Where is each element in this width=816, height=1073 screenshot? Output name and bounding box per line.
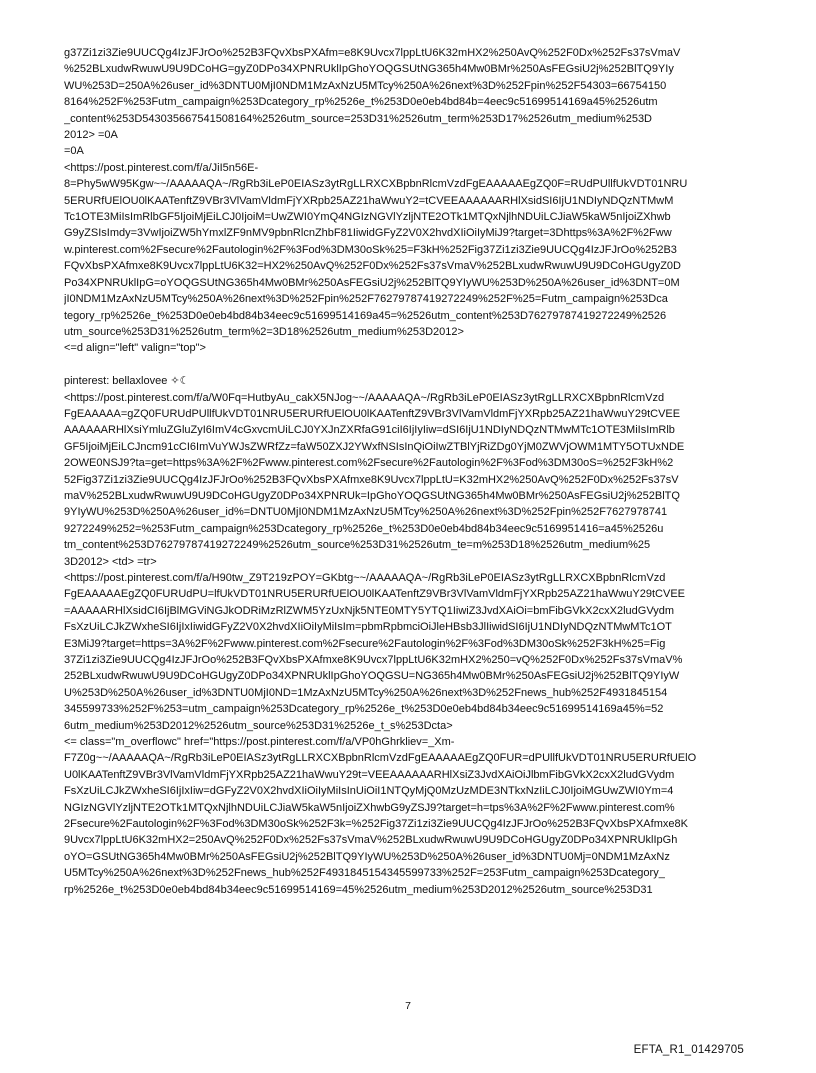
text-line: Po34XPNRUklIpG=oYOQGSUtNG365h4Mw0BMr%250AsFEGsiU2j%252BlTQ9YIyWU%253D%250A%26user_id%3DNT=0M — [64, 276, 680, 289]
text-line: G9yZSIsImdy=3VwIjoiZW5hYmxlZF9nMV9pbnRlcnZhbF81IiwidGFyZ2V0X2hvdXIiOiIyMiJ9?target=3Dhttps%3A%2F%2Fww — [64, 227, 672, 240]
text-line: 252BLxudwRwuwU9U9DCoHGUgyZ0DPo34XPNRUklIpGhoYOQGSU=NG365h4Mw0BMr%250AsFEGsiU2j%252BlTQ9YIyW — [64, 670, 680, 683]
text-line: 52Fig37Zi1zi3Zie9UUCQg4IzJFJrOo%252B3FQvXbsPXAfmxe8K9Uvcx7lppLtU=K32mHX2%250AvQ%252F0Dx%252Fs37sV — [64, 473, 679, 486]
text-line: _content%253D543035667541508164%2526utm_source=253D31%2526utm_term%253D17%2526utm_medium%253D — [64, 112, 653, 125]
text-line: FQvXbsPXAfmxe8K9Uvcx7lppLtU6K32=HX2%250AvQ%252F0Dx%252Fs37sVmaV%252BLxudwRwuwU9U9DCoHGUgyZ0D — [64, 260, 681, 273]
text-line: 2012> =0A — [64, 129, 118, 142]
text-line: tegory_rp%2526e_t%253D0e0eb4bd84b34eec9c51699514169a45=%2526utm_content%253D76279787419272249%2526 — [64, 309, 667, 322]
text-line: tm_content%253D76279787419272249%2526utm_source%253D31%2526utm_te=m%253D18%2526utm_medium%25 — [64, 539, 651, 552]
text-line: oYO=GSUtNG365h4Mw0BMr%250AsFEGsiU2j%252BlTQ9YIyWU%253D%250A%26user_id%3DNTU0Mj=0NDM1MzAxNz — [64, 850, 670, 863]
text-line: U0lKAATenftZ9VBr3VlVamVldmFjYXRpb25AZ21haWwuY29t=VEEAAAAAARHlXsiZ3JvdXAiOiJlbmFibGVkX2cxX2ludGVydm — [64, 768, 675, 781]
text-line: FsXzUiLCJkZWxheSI6IjIxIiw=dGFyZ2V0X2hvdXIiOiIyMiIsInUiOiI1NTQyMjQ0MzUzMDE3NTkxNzIiLCJ0IjoiMGUwZWI0Ym=4 — [64, 785, 674, 798]
text-line: <=d align="left" valign="top"> — [64, 342, 206, 355]
text-line: U%253D%250A%26user_id%3DNTU0MjI0ND=1MzAxNzU5MTcy%250A%26next%3D%252Fnews_hub%252F4931845154 — [64, 686, 668, 699]
text-line: WU%253D=250A%26user_id%3DNTU0MjI0NDM1MzAxNzU5MTcy%250A%26next%3D%252Fpin%252F54303=66754150 — [64, 79, 667, 92]
text-line: =AAAAARHlXsidCI6IjBlMGViNGJkODRiMzRlZWM5YzUxNjk5NTE0MTY5YTQ1IiwiZ3JvdXAiOi=bmFibGVkX2cxX2ludGVydm — [64, 604, 675, 617]
text-line: 8164%252F%253Futm_campaign%253Dcategory_rp%2526e_t%253D0e0eb4bd84b=4eec9c51699514169a45%2526utm — [64, 96, 658, 109]
text-line: utm_source%253D31%2526utm_term%2=3D18%2526utm_medium%253D2012> — [64, 325, 464, 338]
page-number: 7 — [405, 1000, 411, 1012]
text-line: 8=Phy5wW95Kgw~~/AAAAAQA~/RgRb3iLeP0EIASz3ytRgLLRXCXBpbnRlcmVzdFgEAAAAAEgZQ0F=RUdPUllfUkVDT01NRU — [64, 178, 688, 191]
text-line: =0A — [64, 145, 84, 158]
text-line: 3D2012> <td> =tr> — [64, 555, 157, 568]
text-line: 2OWE0NSJ9?ta=get=https%3A%2F%2Fwww.pinterest.com%2Fsecure%2Fautologin%2F%3Fod%3DM30oS=%252F3kH%2 — [64, 457, 674, 470]
text-line: <= class="m_overflowc" href="https://post.pinterest.com/f/a/VP0hGhrkliev=_Xm- — [64, 736, 455, 749]
text-line: jI0NDM1MzAxNzU5MTcy%250A%26next%3D%252Fpin%252F76279787419272249%252F%25=Futm_campaign%253Dca — [64, 293, 668, 306]
text-line: <https://post.pinterest.com/f/a/H90tw_Z9T219zPOY=GKbtg~~/AAAAAQA~/RgRb3iLeP0EIASz3ytRgLLRXCXBpbnRlcmVzd — [64, 571, 666, 584]
text-line: pinterest: bellaxlovee ✧☾ — [64, 375, 190, 388]
text-line: maV%252BLxudwRwuwU9U9DCoHGUgyZ0DPo34XPNRUk=IpGhoYOQGSUtNG365h4Mw0BMr%250AsFEGsiU2j%252BlTQ — [64, 489, 680, 502]
text-line: FgEAAAAAEgZQ0FURUdPU=lfUkVDT01NRU5ERURfUElOU0lKAATenftZ9VBr3VlVamVldmFjYXRpb25AZ21haWwuY29tCVEE — [64, 588, 686, 601]
text-line: U5MTcy%250A%26next%3D%252Fnews_hub%252F4931845154345599733%252F=253Futm_campaign%253Dcategory_ — [64, 867, 665, 880]
text-line: 6utm_medium%253D2012%2526utm_source%253D31%2526e_t_s%253Dcta> — [64, 719, 453, 732]
text-line: F7Z0g~~/AAAAAQA~/RgRb3iLeP0EIASz3ytRgLLRXCXBpbnRlcmVzdFgEAAAAAEgZQ0FUR=dPUllfUkVDT01NRU5ERURfUElO — [64, 752, 697, 765]
text-line: FsXzUiLCJkZWxheSI6IjIxIiwidGFyZ2V0X2hvdXIiOiIyMiIsIm=pbmRpbmciOiJleHBsb3JlIiwidSI6IjU1NDIyNDQzNTMwMTc1OT — [64, 621, 672, 634]
text-line: rp%2526e_t%253D0e0eb4bd84b34eec9c51699514169=45%2526utm_medium%253D2012%2526utm_source%253D31 — [64, 883, 653, 896]
text-line: 9272249%252=%253Futm_campaign%253Dcategory_rp%2526e_t%253D0e0eb4bd84b34eec9c5169951416=a45%2526u — [64, 522, 664, 535]
text-line: Tc1OTE3MiIsImRlbGF5IjoiMjEiLCJ0IjoiM=UwZWI0YmQ4NGIzNGVlYzljNTE2OTk1MTQxNjlhNDUiLCJiaW5kaW5nIjoiZXhwb — [64, 211, 671, 224]
email-source-text — [64, 45, 754, 898]
text-line: 345599733%252F%253=utm_campaign%253Dcategory_rp%2526e_t%253D0e0eb4bd84b34eec9c51699514169a45%=52 — [64, 703, 664, 716]
text-line: GF5IjoiMjEiLCJncm91cCI6ImVuYWJsZWRfZz=faW50ZXJ2YWxfNSIsInQiOiIwZTBlYjRiZDg0YjM0ZWVjOWM1MTY5OTUxNDE — [64, 440, 685, 453]
text-line: 5ERURfUElOU0lKAATenftZ9VBr3VlVamVldmFjYXRpb25AZ21haWwuY2=tCVEEAAAAAARHlXsidSI6IjU1NDIyNDQzNTMwM — [64, 194, 674, 207]
text-line: w.pinterest.com%2Fsecure%2Fautologin%2F%3Fod%3DM30oSk%25=F3kH%252Fig37Zi1zi3Zie9UUCQg4IzJFJrOo%252B3 — [64, 243, 677, 256]
text-line: NGIzNGVlYzljNTE2OTk1MTQxNjlhNDUiLCJiaW5kaW5nIjoiZXhwbG9yZSJ9?target=h=tps%3A%2F%2Fwww.pinterest.com% — [64, 801, 675, 814]
text-line: 37Zi1zi3Zie9UUCQg4IzJFJrOo%252B3FQvXbsPXAfmxe8K9Uvcx7lppLtU6K32mHX2%250=vQ%252F0Dx%252Fs37sVmaV% — [64, 654, 683, 667]
text-line: E3MiJ9?target=https=3A%2F%2Fwww.pinterest.com%2Fsecure%2Fautologin%2F%3Fod%3DM30oSk%252F3kH%25=Fig — [64, 637, 666, 650]
text-line — [64, 357, 754, 373]
text-line: 2Fsecure%2Fautologin%2F%3Fod%3DM30oSk%252F3k=%252Fig37Zi1zi3Zie9UUCQg4IzJFJrOo%252B3FQvXbsPXAfmxe8K — [64, 818, 688, 831]
document-id: EFTA_R1_01429705 — [633, 1044, 744, 1056]
text-line: 9Uvcx7lppLtU6K32mHX2=250AvQ%252F0Dx%252Fs37sVmaV%252BLxudwRwuwU9U9DCoHGUgyZ0DPo34XPNRUklIpGh — [64, 834, 678, 847]
text-line: 9YIyWU%253D%250A%26user_id%=DNTU0MjI0NDM1MzAxNzU5MTcy%250A%26next%3D%252Fpin%252F7627978741 — [64, 506, 668, 519]
text-line: g37Zi1zi3Zie9UUCQg4IzJFJrOo%252B3FQvXbsPXAfm=e8K9Uvcx7lppLtU6K32mHX2%250AvQ%252F0Dx%252Fs37sVmaV — [64, 47, 681, 59]
text-line: FgEAAAAA=gZQ0FURUdPUllfUkVDT01NRU5ERURfUElOU0lKAATenftZ9VBr3VlVamVldmFjYXRpb25AZ21haWwuY29tCVEE — [64, 407, 681, 420]
text-line: <https://post.pinterest.com/f/a/W0Fq=HutbyAu_cakX5NJog~~/AAAAAQA~/RgRb3iLeP0EIASz3ytRgLLRXCXBpbnRlcmVzd — [64, 391, 665, 404]
text-line: %252BLxudwRwuwU9U9DCoHG=gyZ0DPo34XPNRUklIpGhoYOQGSUtNG365h4Mw0BMr%250AsFEGsiU2j%252BlTQ9YIy — [64, 63, 674, 76]
text-line: AAAAAARHlXsiYmluZGluZyI6ImV4cGxvcmUiLCJ0YXJnZXRfaG91ciI6IjIyIiw=dSI6IjU1NDIyNDQzNTMwMTc1OTE3MiIsImRlb — [64, 424, 675, 437]
text-line: <https://post.pinterest.com/f/a/JiI5n56E- — [64, 161, 259, 174]
